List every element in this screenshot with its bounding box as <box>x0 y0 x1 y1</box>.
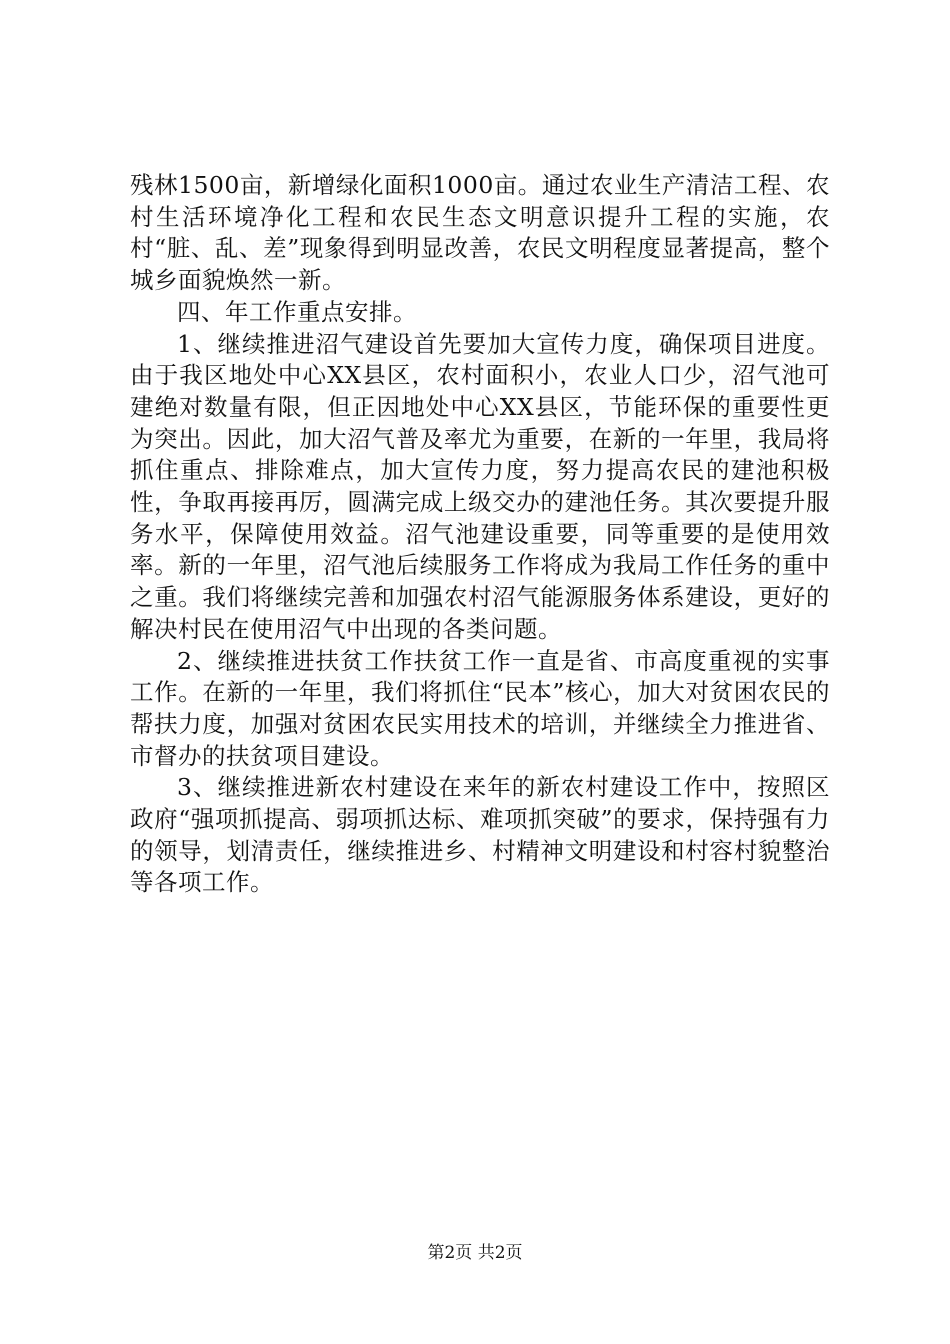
paragraph-3-biogas: 1、继续推进沼气建设首先要加大宣传力度，确保项目进度。由于我区地处中心XX县区，农村面积小，农业人口少，沼气池可建绝对数量有限，但正因地处中心XX县区，节能环保的重要性更为突出。因此，加大沼气普及率尤为重要，在新的一年里，我局将抓住重点、排除难点，加大宣传力度，努力提高农民的建池积极性，争取再接再厉，圆满完成上级交办的建池任务。其次要提升服务水平，保障使用效益。沼气池建设重要，同等重要的是使用效率。新的一年里，沼气池后续服务工作将成为我局工作任务的重中之重。我们将继续完善和加强农村沼气能源服务体系建设，更好的解决村民在使用沼气中出现的各类问题。 <box>130 329 830 643</box>
page-footer: 第2页 共2页 <box>427 1243 523 1263</box>
paragraph-2-section-heading: 四、年工作重点安排。 <box>177 297 417 326</box>
paragraph-1: 残林1500亩，新增绿化面积1000亩。通过农业生产清洁工程、农村生活环境净化工程和农民生态文明意识提升工程的实施，农村“脏、乱、差”现象得到明显改善，农民文明程度显著提高，整个城乡面貌焕然一新。 <box>130 171 830 295</box>
paragraph-5-rural: 3、继续推进新农村建设在来年的新农村建设工作中，按照区政府“强项抓提高、弱项抓达标、难项抓突破”的要求，保持强有力的领导，划清责任，继续推进乡、村精神文明建设和村容村貌整治等各项工作。 <box>130 773 830 897</box>
document-body <box>130 170 830 899</box>
paragraph-4-poverty: 2、继续推进扶贫工作扶贫工作一直是省、市高度重视的实事工作。在新的一年里，我们将抓住“民本”核心，加大对贫困农民的帮扶力度，加强对贫困农民实用技术的培训，并继续全力推进省、市督办的扶贫项目建设。 <box>130 646 830 770</box>
